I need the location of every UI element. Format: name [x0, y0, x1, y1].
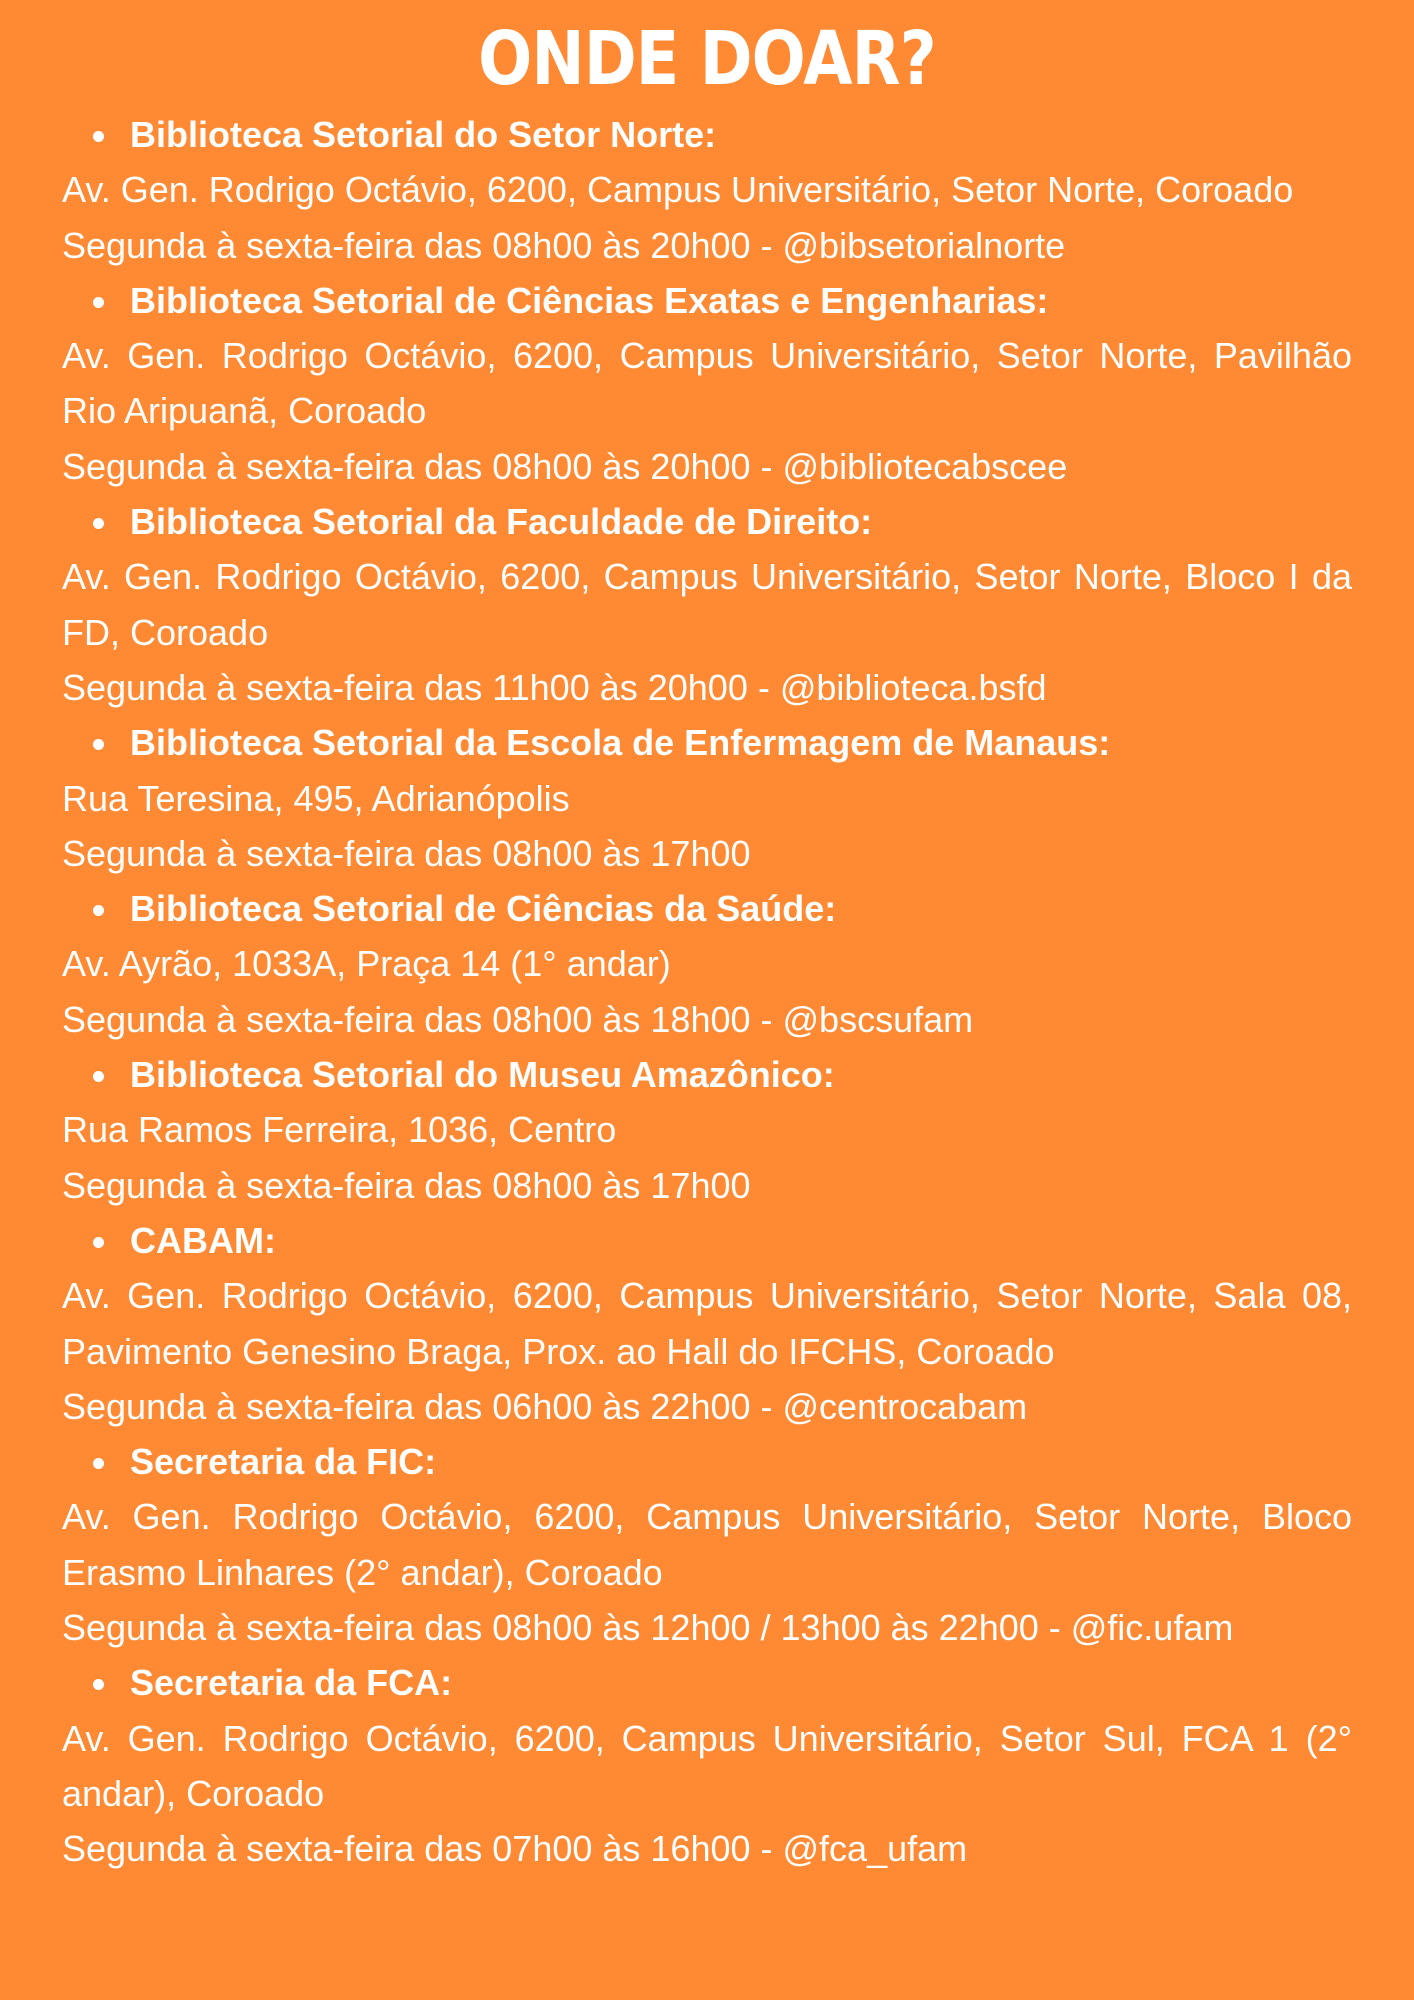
location-address: Av. Gen. Rodrigo Octávio, 6200, Campus Universitário, Setor Norte, Pavilhão Rio Aripuanã, Coroado	[62, 335, 1352, 432]
location-hours: Segunda à sexta-feira das 08h00 às 12h00 / 13h00 às 22h00 - @fic.ufam	[62, 1607, 1234, 1649]
location-item	[62, 1213, 1352, 1434]
location-address: Av. Gen. Rodrigo Octávio, 6200, Campus Universitário, Setor Norte, Bloco Erasmo Linhares (2° andar), Coroado	[62, 1496, 1352, 1593]
location-item	[62, 1434, 1352, 1655]
location-address: Av. Gen. Rodrigo Octávio, 6200, Campus Universitário, Setor Sul, FCA 1 (2° andar), Coroado	[62, 1717, 1352, 1814]
location-hours: Segunda à sexta-feira das 08h00 às 18h00 - @bscsufam	[62, 998, 974, 1040]
location-hours: Segunda à sexta-feira das 07h00 às 16h00 - @fca_ufam	[62, 1828, 968, 1870]
location-name: Secretaria da FCA:	[130, 1662, 453, 1704]
location-name: Biblioteca Setorial da Escola de Enfermagem de Manaus:	[130, 722, 1111, 764]
bullet-icon	[93, 739, 104, 750]
location-name: Biblioteca Setorial de Ciências da Saúde:	[130, 888, 837, 930]
donation-locations-list	[62, 107, 1352, 1877]
location-item	[62, 1047, 1352, 1213]
location-hours: Segunda à sexta-feira das 08h00 às 20h00 - @bibsetorialnorte	[62, 224, 1066, 266]
location-address: Av. Ayrão, 1033A, Praça 14 (1° andar)	[62, 943, 671, 985]
location-name: Biblioteca Setorial da Faculdade de Direito:	[130, 501, 873, 543]
bullet-icon	[93, 1071, 104, 1082]
location-hours: Segunda à sexta-feira das 08h00 às 20h00 - @bibliotecabscee	[62, 445, 1068, 487]
location-name: Biblioteca Setorial do Museu Amazônico:	[130, 1054, 835, 1096]
location-item	[62, 715, 1352, 881]
location-name: Secretaria da FIC:	[130, 1441, 437, 1483]
bullet-icon	[93, 131, 104, 142]
location-item	[62, 881, 1352, 1047]
location-name: CABAM:	[130, 1219, 276, 1261]
location-address: Rua Ramos Ferreira, 1036, Centro	[62, 1109, 617, 1151]
location-hours: Segunda à sexta-feira das 06h00 às 22h00 - @centrocabam	[62, 1385, 1028, 1427]
bullet-icon	[93, 518, 104, 529]
page-title: ONDE DOAR?	[478, 16, 936, 102]
bullet-icon	[93, 1237, 104, 1248]
location-address: Av. Gen. Rodrigo Octávio, 6200, Campus Universitário, Setor Norte, Sala 08, Pavimento Genesino Braga, Prox. ao Hall do IFCHS, Coroado	[62, 1275, 1352, 1372]
bullet-icon	[93, 1679, 104, 1690]
location-hours: Segunda à sexta-feira das 08h00 às 17h00	[62, 1164, 751, 1206]
location-address: Av. Gen. Rodrigo Octávio, 6200, Campus Universitário, Setor Norte, Bloco I da FD, Coroado	[62, 556, 1352, 653]
bullet-icon	[93, 905, 104, 916]
location-item	[62, 1655, 1352, 1876]
location-hours: Segunda à sexta-feira das 08h00 às 17h00	[62, 832, 751, 874]
location-address: Rua Teresina, 495, Adrianópolis	[62, 777, 570, 819]
location-address: Av. Gen. Rodrigo Octávio, 6200, Campus Universitário, Setor Norte, Coroado	[62, 169, 1294, 211]
location-item	[62, 107, 1352, 273]
bullet-icon	[93, 1458, 104, 1469]
location-item	[62, 494, 1352, 715]
bullet-icon	[93, 297, 104, 308]
location-name: Biblioteca Setorial do Setor Norte:	[130, 114, 717, 155]
location-item	[62, 273, 1352, 494]
location-hours: Segunda à sexta-feira das 11h00 às 20h00 - @biblioteca.bsfd	[62, 666, 1047, 708]
location-name: Biblioteca Setorial de Ciências Exatas e Engenharias:	[130, 279, 1049, 321]
